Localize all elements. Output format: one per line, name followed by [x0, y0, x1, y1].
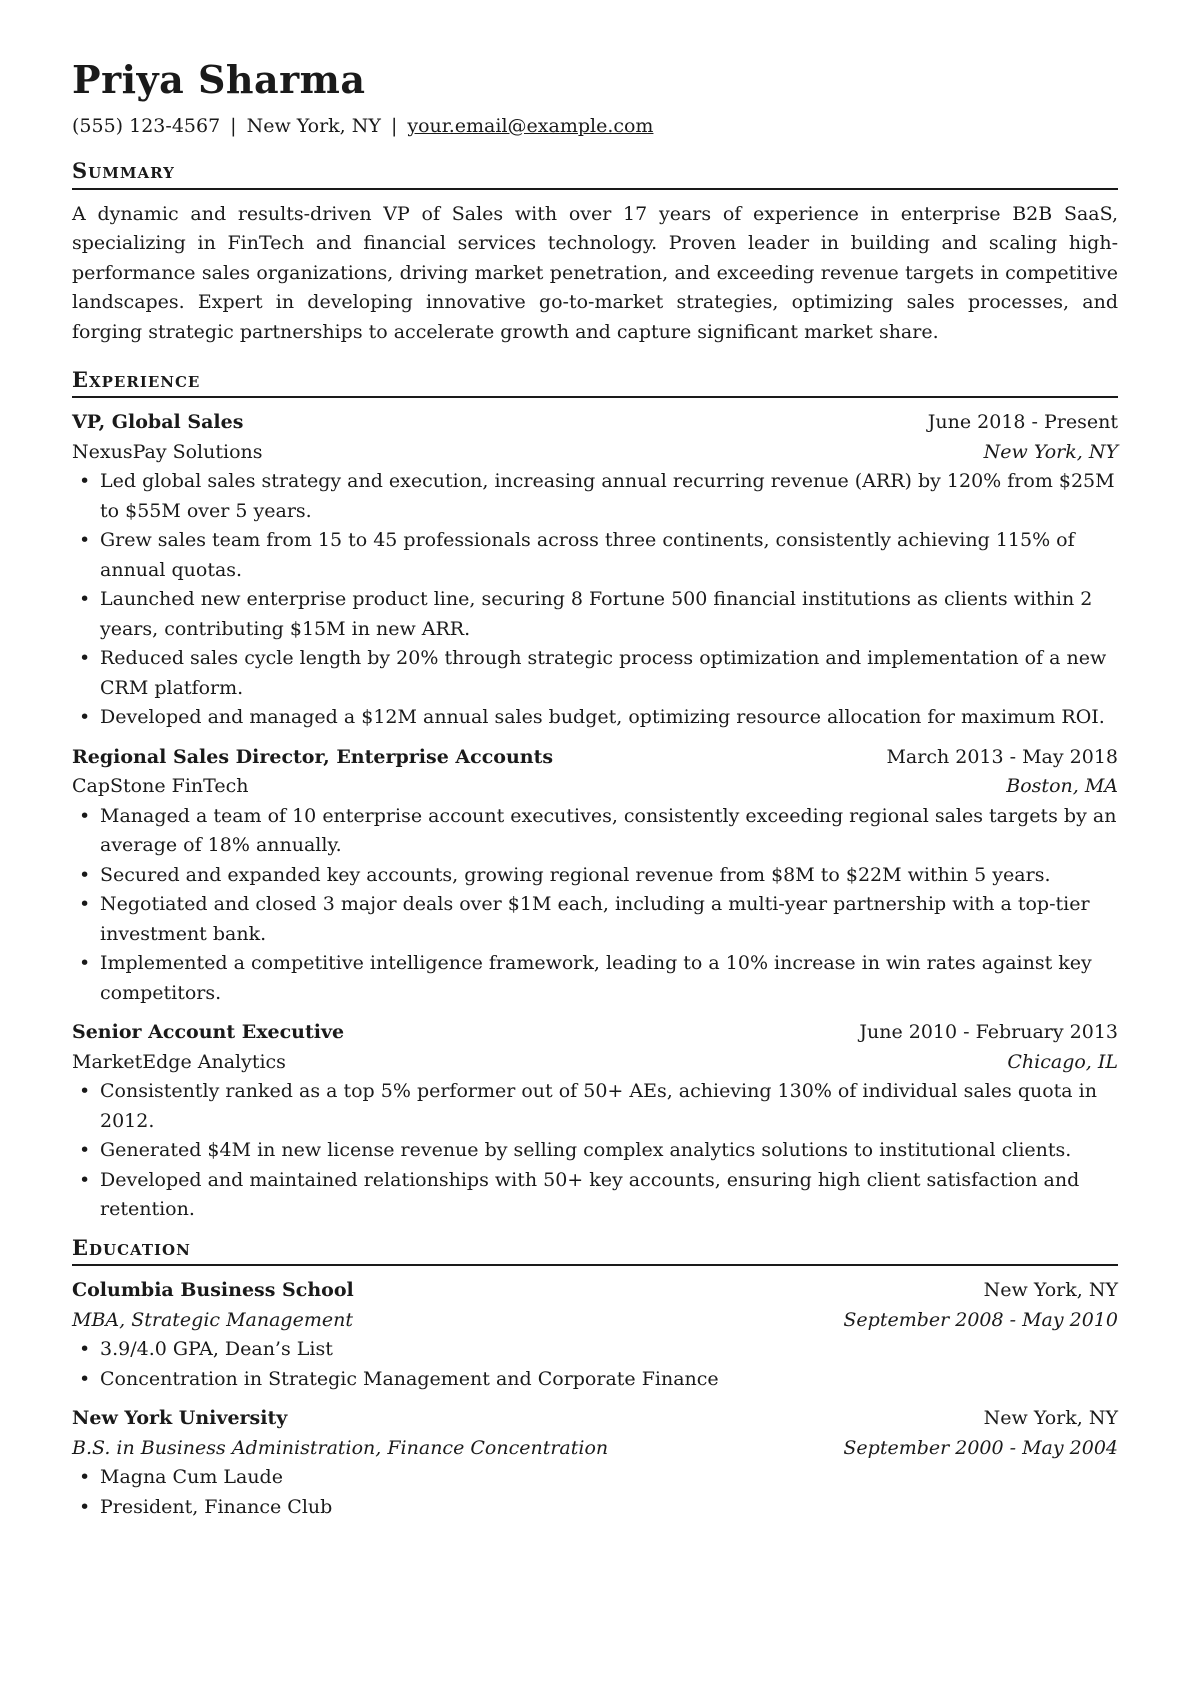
- section-title-summary: Summary: [72, 158, 1118, 189]
- bullet-item: • Developed and managed a $12M annual sales budget, optimizing resource allocation for maximum ROI.: [72, 703, 1118, 733]
- job-bullets: [72, 467, 1118, 733]
- company-name: NexusPay Solutions: [72, 440, 263, 463]
- job-title: Senior Account Executive: [72, 1021, 345, 1044]
- bullet-item: • Concentration in Strategic Management and Corporate Finance: [72, 1365, 1118, 1395]
- job-dates: June 2010 - February 2013: [859, 1021, 1118, 1044]
- job-dates: March 2013 - May 2018: [886, 745, 1118, 768]
- company-name: CapStone FinTech: [72, 775, 249, 798]
- bullet-item: • Reduced sales cycle length by 20% through strategic process optimization and implementation of a new CRM platform.: [72, 644, 1118, 703]
- phone-number: (555) 123-4567: [72, 114, 221, 137]
- candidate-name: Priya Sharma: [72, 57, 366, 102]
- job-entry: [72, 408, 1118, 733]
- education-dates: September 2008 - May 2010: [843, 1308, 1118, 1331]
- separator: |: [390, 114, 398, 137]
- job-entry: [72, 1018, 1118, 1225]
- bullet-item: • 3.9/4.0 GPA, Dean’s List: [72, 1335, 1118, 1365]
- section-title-experience: Experience: [72, 367, 1118, 398]
- bullet-item: • Launched new enterprise product line, securing 8 Fortune 500 financial institutions as clients within 2 years, contributing $15M in new ARR.: [72, 585, 1118, 644]
- education-bullets: [72, 1335, 1118, 1394]
- bullet-item: • Grew sales team from 15 to 45 professionals across three continents, consistently achieving 115% of annual quotas.: [72, 526, 1118, 585]
- school-name: Columbia Business School: [72, 1279, 354, 1302]
- bullet-item: • Led global sales strategy and execution, increasing annual recurring revenue (ARR) by 120% from $25M to $55M over 5 years.: [72, 467, 1118, 526]
- bullet-item: • Generated $4M in new license revenue by selling complex analytics solutions to institutional clients.: [72, 1136, 1118, 1166]
- education-dates: September 2000 - May 2004: [843, 1436, 1118, 1459]
- school-location: New York, NY: [983, 1279, 1118, 1302]
- education-entry: [72, 1276, 1118, 1394]
- summary-text: A dynamic and results-driven VP of Sales with over 17 years of experience in enterprise B2B SaaS, specializing in FinTech and financial services technology. Proven leader in building and scaling high-performance sales organizations, driving market penetration, and exceeding revenue targets in competitive landscapes. Expert in developing innovative go-to-market strategies, optimizing sales processes, and forging strategic partnerships to accelerate growth and capture significant market share.: [72, 202, 1118, 343]
- degree: MBA, Strategic Management: [72, 1308, 353, 1331]
- job-entry: [72, 743, 1118, 1009]
- email-link[interactable]: your.email@example.com: [407, 114, 654, 137]
- degree: B.S. in Business Administration, Finance Concentration: [72, 1436, 609, 1459]
- bullet-item: • Consistently ranked as a top 5% performer out of 50+ AEs, achieving 130% of individual sales quota in 2012.: [72, 1077, 1118, 1136]
- job-location: Boston, MA: [1006, 775, 1118, 798]
- school-location: New York, NY: [983, 1407, 1118, 1430]
- bullet-item: • President, Finance Club: [72, 1493, 1118, 1523]
- job-bullets: [72, 802, 1118, 1009]
- job-location: New York, NY: [983, 440, 1118, 463]
- bullet-item: • Developed and maintained relationships with 50+ key accounts, ensuring high client satisfaction and retention.: [72, 1166, 1118, 1225]
- bullet-item: • Magna Cum Laude: [72, 1463, 1118, 1493]
- separator: |: [230, 114, 237, 137]
- education-section: [72, 1235, 1118, 1522]
- job-location: Chicago, IL: [1007, 1050, 1118, 1073]
- company-name: MarketEdge Analytics: [72, 1050, 286, 1073]
- job-bullets: [72, 1077, 1118, 1225]
- location: New York, NY: [246, 114, 381, 137]
- school-name: New York University: [72, 1407, 288, 1430]
- job-title: Regional Sales Director, Enterprise Accounts: [72, 745, 554, 768]
- bullet-item: • Negotiated and closed 3 major deals over $1M each, including a multi-year partnership with a top-tier investment bank.: [72, 890, 1118, 949]
- bullet-item: • Secured and expanded key accounts, growing regional revenue from $8M to $22M within 5 years.: [72, 861, 1118, 891]
- job-dates: June 2018 - Present: [927, 411, 1118, 434]
- section-title-education: Education: [72, 1235, 1118, 1266]
- job-title: VP, Global Sales: [72, 411, 244, 434]
- education-entry: [72, 1404, 1118, 1522]
- experience-section: [72, 367, 1118, 1225]
- education-bullets: [72, 1463, 1118, 1522]
- contact-line: [72, 114, 1118, 139]
- summary-section: [72, 158, 1118, 347]
- bullet-item: • Implemented a competitive intelligence framework, leading to a 10% increase in win rates against key competitors.: [72, 949, 1118, 1008]
- bullet-item: • Managed a team of 10 enterprise account executives, consistently exceeding regional sales targets by an average of 18% annually.: [72, 802, 1118, 861]
